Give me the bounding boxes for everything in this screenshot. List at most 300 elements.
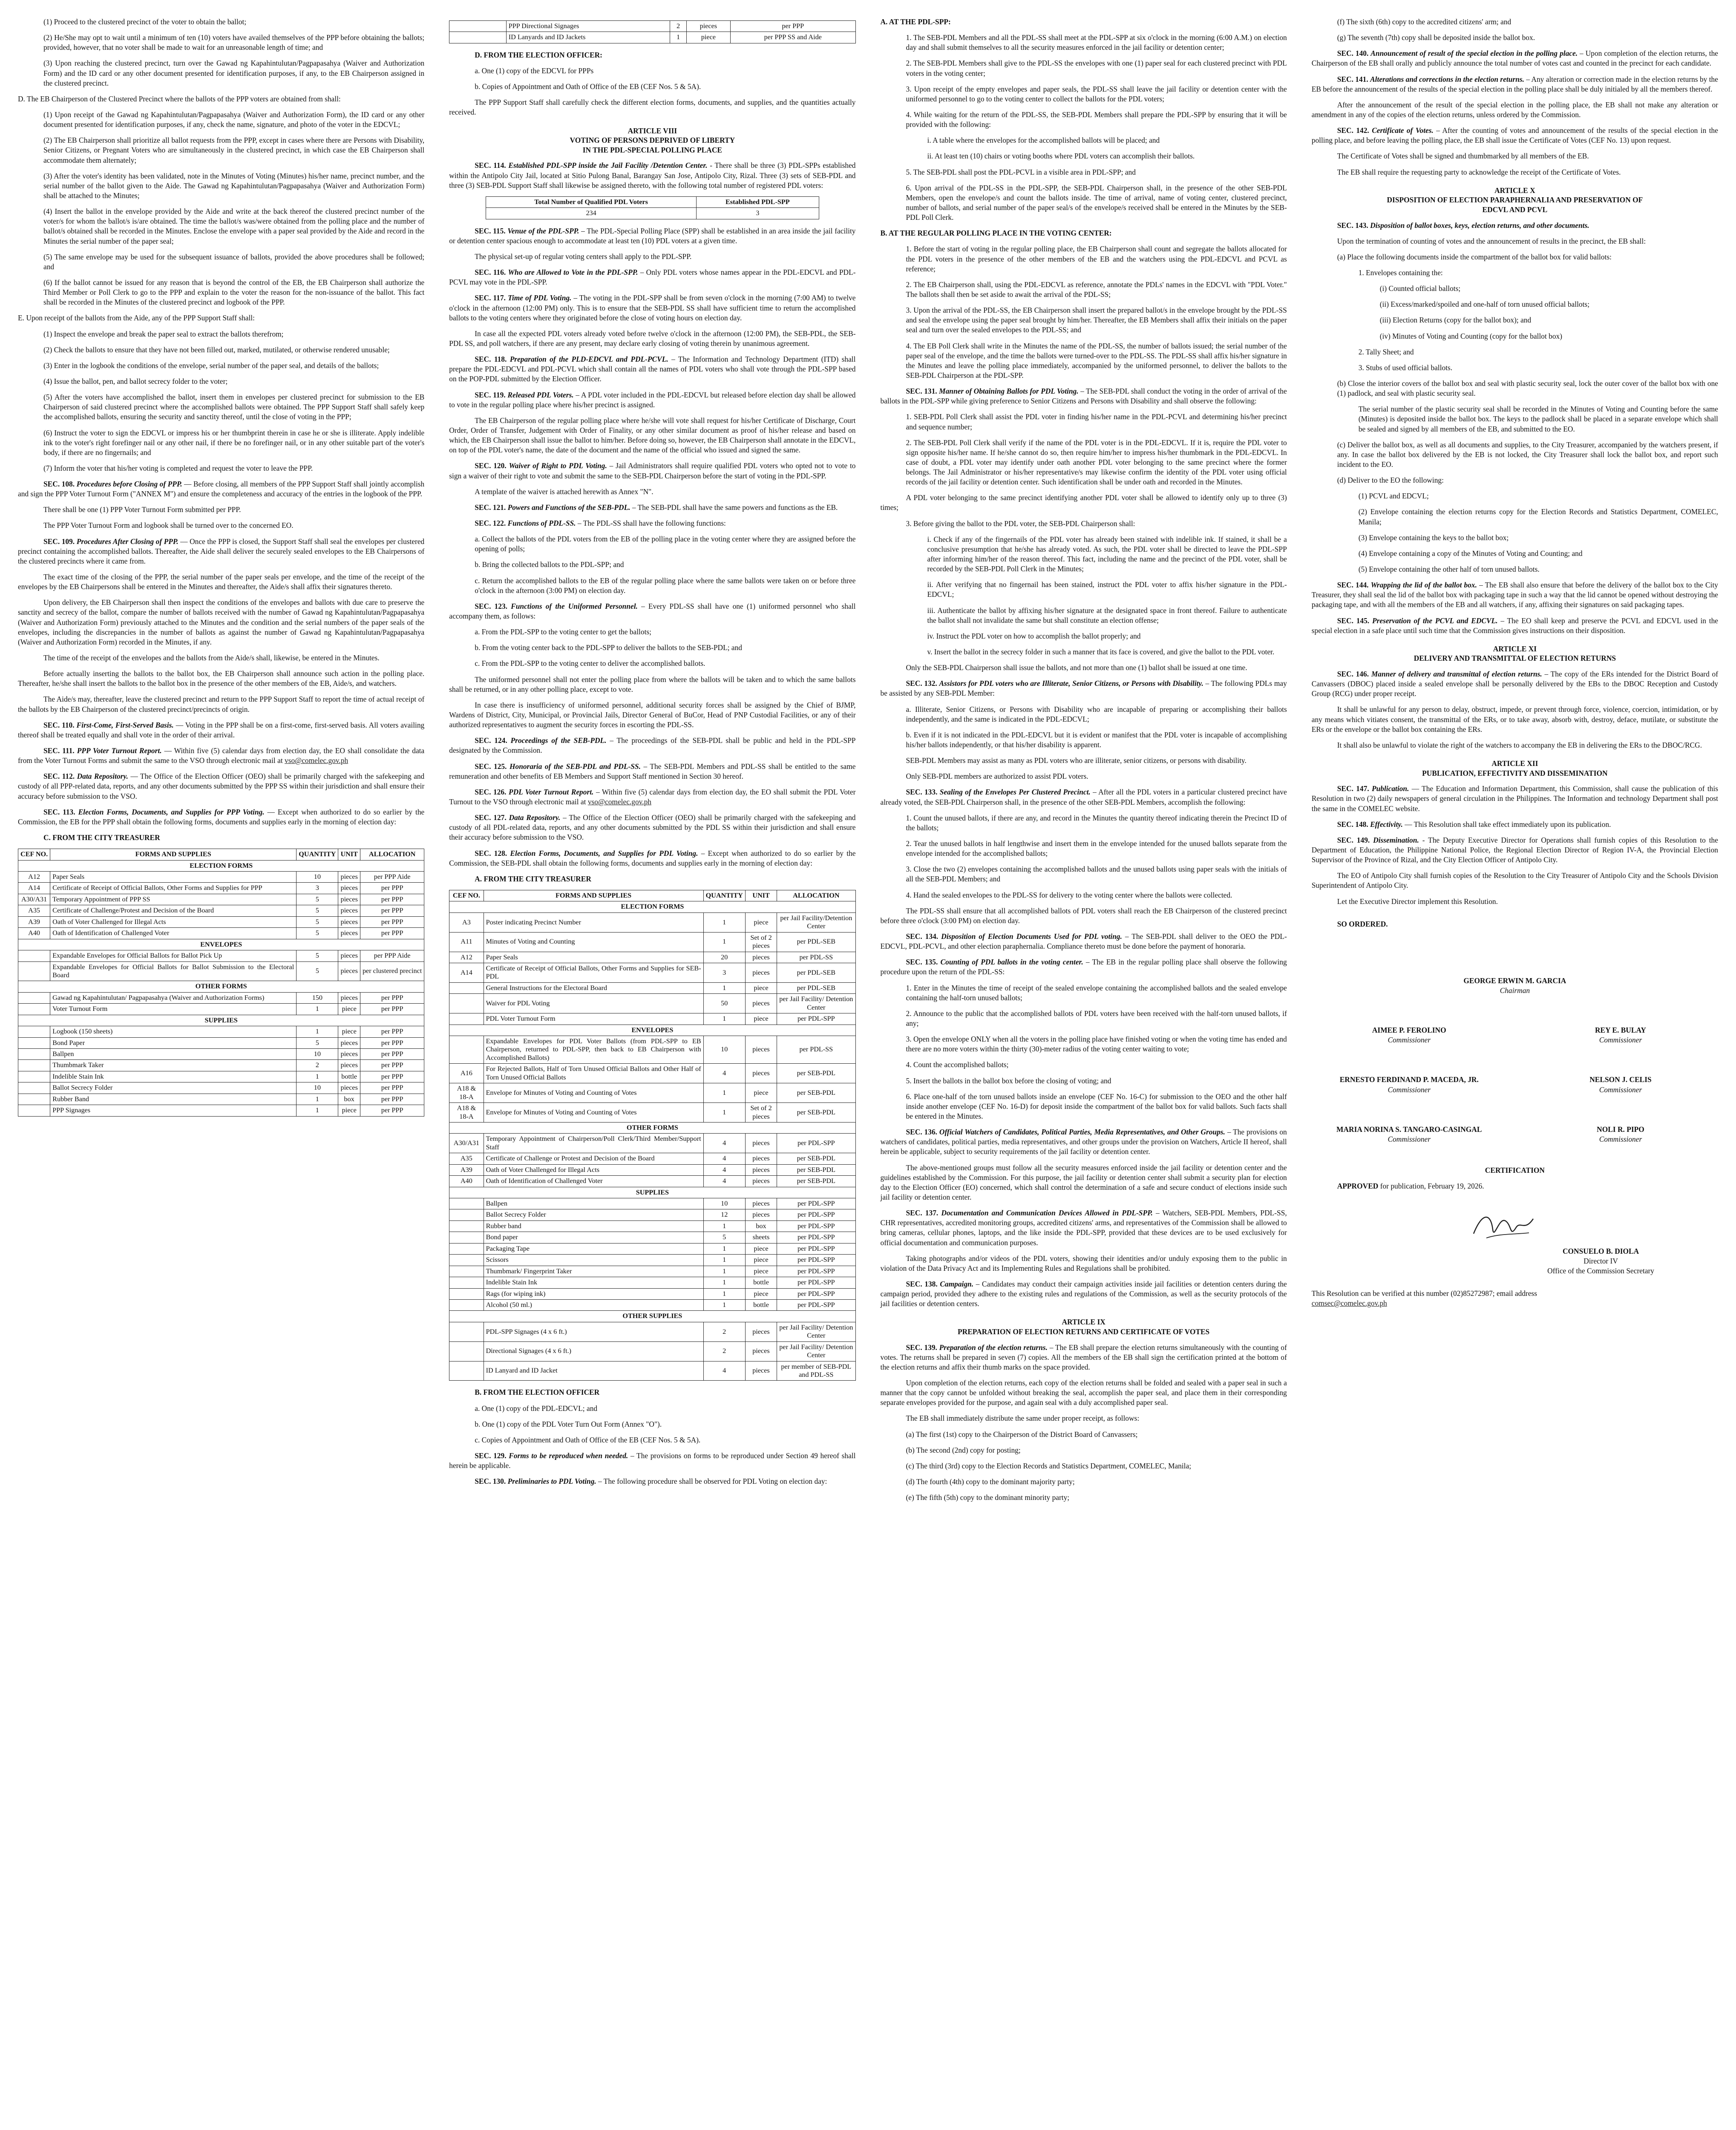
table-cell: 4 xyxy=(703,1153,745,1164)
list-item: (i) Counted official ballots; xyxy=(1379,284,1461,293)
list-item: (4) Insert the ballot in the envelope provided by the Aide and write at the back thereof the clustered precinct number of the voter/s for whom the ballot/s is/are obtained. The time the ballot/s was/were obtained from the polling place and the number of ballot/s obtained shall be recorded in the Minutes. Enclose the envelope with a paper seal provided by the Aide and record in the Minutes the serial number of the paper seal; xyxy=(43,207,425,245)
list-item: (3) After the voter's identity has been validated, note in the Minutes of Voting (Minutes) his/her name, precinct number, and the serial number of the ballot given to the Aide. The Gawad ng Kapahintulutan/Pagpapasahya (Waiver and Authorization Form) shall be attached to the Minutes; xyxy=(43,171,425,200)
table-cell: piece xyxy=(745,1266,777,1277)
table-cell: A3 xyxy=(449,912,484,932)
list-item: 3. Open the envelope ONLY when all the voters in the polling place have finished voting or when the voting time has ended and there are no more voters within the thirty (30)-meter radius of the voting center waiting to vote; xyxy=(906,1035,1287,1053)
table-cell: per PDL-SPP xyxy=(777,1255,855,1266)
sec109: SEC. 109. Procedures After Closing of PPP. — Once the PPP is closed, the Support Staff shall seal the envelopes per clustered precinct containing the accomplished ballots. Thereafter, the Aide shall deliver the securely sealed envelopes to the EB Chairpersons of the clustered precincts where it came from. xyxy=(18,537,425,565)
table-cell: piece xyxy=(338,1004,360,1015)
table-cell: pieces xyxy=(745,1322,777,1341)
sec143-a: (a) Place the following documents inside the compartment of the ballot box for valid ballots: xyxy=(1337,252,1612,261)
table-cell: pieces xyxy=(338,894,360,905)
sec111: SEC. 111. PPP Voter Turnout Report. — Within five (5) calendar days from election day, the EO shall consolidate the data from the Voter Turnout Forms and submit the same to the VSO through electronic mail at vso@comelec.gov.ph xyxy=(18,746,425,765)
table-cell: 10 xyxy=(703,1036,745,1064)
table-cell: Paper Seals xyxy=(50,872,297,883)
sec145: SEC. 145. Preservation of the PCVL and EDCVL. – The EO shall keep and preserve the PCVL and EDCVL used in the special election in a safe place until such time that the Commission gives instructions on their disposition. xyxy=(1311,616,1718,635)
table-cell: Alcohol (50 ml.) xyxy=(484,1299,703,1310)
table-cell: per PDL-SEB xyxy=(777,982,855,993)
table-cell: Ballpen xyxy=(50,1049,297,1060)
table-cell: 5 xyxy=(297,905,338,916)
table-row xyxy=(18,1026,424,1037)
table-cell: pieces xyxy=(338,928,360,939)
commissioner-name: NOLI R. PIPO xyxy=(1597,1125,1644,1134)
table-cell: Rubber band xyxy=(484,1220,703,1232)
vso-email-link[interactable]: vso@comelec.gov.ph xyxy=(587,797,651,806)
pdl-table-cell-voters: 234 xyxy=(486,208,697,219)
article-10-heading: ARTICLE X DISPOSITION OF ELECTION PARAPHERNALIA AND PRESERVATION OF EDCVL AND PCVL xyxy=(1387,186,1643,214)
table-cell xyxy=(449,1288,484,1299)
sec142: SEC. 142. Certificate of Votes. – After the counting of votes and announcement of the results of the special election in the polling place, and before leaving the polling place, the EB shall issue the Certificate of Votes (CEF No. 13) upon request. xyxy=(1311,126,1718,145)
table-row xyxy=(18,872,424,883)
sec142-p3: The EB shall require the requesting party to acknowledge the receipt of the Certificate of Votes. xyxy=(1337,167,1621,176)
table-group-row xyxy=(449,901,855,912)
list-item: 4. While waiting for the return of the PDL-SS, the SEB-PDL Members shall prepare the PDL-SPP by ensuring that it will be provided with the following: xyxy=(906,110,1287,129)
sec137: SEC. 137. Documentation and Communication Devices Allowed in PDL-SPP. – Watchers, SEB-PDL Members, PDL-SS, CHR representatives, accredited monitoring groups, accredited citizens' arms, and representatives of the Commission shall be allowed to bring cameras, cellular phones, laptops, and the like inside the PDL-SPP, provided that these devices are to be used exclusively for official documentation and communication purposes. xyxy=(880,1209,1287,1247)
sec131-p4: Only the SEB-PDL Chairperson shall issue the ballots, and not more than one (1) ballot shall be issued at one time. xyxy=(906,663,1247,672)
sec120-p2: A template of the waiver is attached herewith as Annex "N". xyxy=(475,487,654,496)
table-row xyxy=(449,1361,855,1381)
table-group-title: ELECTION FORMS xyxy=(18,860,424,871)
list-item: 2. Tear the unused ballots in half lengthwise and insert them in the envelope intended for the unused ballots separate from the envelope intended for the accomplished ballots; xyxy=(906,839,1287,858)
table-cell: Indelible Stain Ink xyxy=(50,1071,297,1082)
commissioner-role: Commissioner xyxy=(1599,1036,1642,1045)
table-cell: A12 xyxy=(18,872,50,883)
table-cell: per PDL-SEB xyxy=(777,963,855,982)
table-cell: Rags (for wiping ink) xyxy=(484,1288,703,1299)
list-item: ii. After verifying that no fingernail has been stained, instruct the PDL voter to affix his/her signature in the PDL-EDCVL; xyxy=(927,580,1287,599)
sec119: SEC. 119. Released PDL Voters. – A PDL voter included in the PDL-EDCVL but released before election day shall be allowed to vote in the regular polling place where his/her precinct is assigned. xyxy=(449,390,856,409)
table-cell xyxy=(449,32,506,43)
table-cell: per SEB-PDL xyxy=(777,1176,855,1187)
table-cell: A18 & 18-A xyxy=(449,1103,484,1123)
table-cell: pieces xyxy=(338,916,360,927)
table-cell: 4 xyxy=(703,1361,745,1381)
table-row xyxy=(449,1243,855,1254)
table-cell: 5 xyxy=(297,894,338,905)
sec113: SEC. 113. Election Forms, Documents, and Supplies for PPP Voting. — Except when authorized to do so earlier by the Commission, the EB for the PPP shall obtain the following forms, documents and supplies early in the morning of election day: xyxy=(18,807,425,826)
table-cell: Directional Signages (4 x 6 ft.) xyxy=(484,1341,703,1361)
table-group-row xyxy=(449,1122,855,1133)
col1-top-items xyxy=(18,17,424,88)
section-d-heading: D. FROM THE ELECTION OFFICER: xyxy=(475,50,602,59)
section-b-heading: B. FROM THE ELECTION OFFICER xyxy=(475,1388,600,1397)
table-cell: 1 xyxy=(703,1103,745,1123)
table-row xyxy=(449,32,855,43)
sec143: SEC. 143. Disposition of ballot boxes, keys, election returns, and other documents. xyxy=(1337,221,1589,230)
table-cell: Thumbmark Taker xyxy=(50,1060,297,1071)
table-cell: 3 xyxy=(703,963,745,982)
table-cell: piece xyxy=(745,1243,777,1254)
sec148: SEC. 148. Effectivity. — This Resolution shall take effect immediately upon its publication. xyxy=(1337,820,1611,829)
section-b-heading: B. AT THE REGULAR POLLING PLACE IN THE VOTING CENTER: xyxy=(880,229,1112,238)
table-group-title: ENVELOPES xyxy=(449,1025,855,1036)
table-cell: per PPP xyxy=(360,916,424,927)
sec149-p3: Let the Executive Director implement this Resolution. xyxy=(1337,897,1498,906)
list-item: 5. The SEB-PDL shall post the PDL-PCVL in a visible area in PDL-SPP; and xyxy=(906,167,1136,176)
table-cell: 10 xyxy=(297,1082,338,1094)
table-cell xyxy=(449,1209,484,1220)
vso-email-link[interactable]: vso@comelec.gov.ph xyxy=(285,756,348,765)
table-cell: 1 xyxy=(703,1255,745,1266)
verification-note: This Resolution can be verified at this number (02)85272987; email address comsec@comelec.gov.ph xyxy=(1311,1289,1537,1308)
table-cell: 5 xyxy=(703,1232,745,1243)
table-cell xyxy=(18,1004,50,1015)
table-row xyxy=(449,1220,855,1232)
table-header-row xyxy=(18,849,424,860)
sec146: SEC. 146. Manner of delivery and transmittal of election returns. – The copy of the ERs intended for the District Board of Canvassers (DBOC) placed inside a sealed envelope shall be personally delivered by the EBs to the DBOC Reception and Custody Group (RCG) under proper receipt. xyxy=(1311,670,1718,698)
table-cell: 4 xyxy=(703,1064,745,1083)
table-cell: pieces xyxy=(338,1049,360,1060)
list-item: 1. Before the start of voting in the regular polling place, the EB Chairperson shall count and segregate the ballots allocated for the PDL voters in the presence of the other members of the EB and the watchers using the PDL-EDCVL and PCVL as reference; xyxy=(906,245,1287,273)
section-d-lead: D. The EB Chairperson of the Clustered Precinct where the ballots of the PPP voters are obtained from shall: xyxy=(18,94,341,103)
list-item: (a) The first (1st) copy to the Chairperson of the District Board of Canvassers; xyxy=(906,1430,1138,1439)
table-cell xyxy=(449,982,484,993)
table-row xyxy=(449,1255,855,1266)
table-group-title: SUPPLIES xyxy=(18,1015,424,1026)
commissioner-role: Commissioner xyxy=(1388,1085,1431,1094)
list-item: (1) Proceed to the clustered precinct of the voter to obtain the ballot; xyxy=(43,17,247,26)
table-cell: pieces xyxy=(338,950,360,961)
table-cell: A30/A31 xyxy=(18,894,50,905)
table-cell xyxy=(449,1220,484,1232)
table-cell: per SEB-PDL xyxy=(777,1103,855,1123)
table-row xyxy=(449,1209,855,1220)
sec149: SEC. 149. Dissemination. - The Deputy Executive Director for Operations shall furnish copies of this Resolution to the Department of Education, the Philippine National Police, the Regional Election Director of Region IV-A, the Provincial Election Supervisor of the Province of Rizal, and the City Election Officer of Antipolo City. xyxy=(1311,835,1718,864)
list-item: b. Even if it is not indicated in the PDL-EDCVL but it is evident or manifest that the PDL voter is incapable of accomplishing his/her ballots independently, or that his/her disability is apparent. xyxy=(906,730,1287,749)
table-cell: Thumbmark/ Fingerprint Taker xyxy=(484,1266,703,1277)
sec126: SEC. 126. PDL Voter Turnout Report. – Within five (5) calendar days from election day, the EO shall submit the PDL Voter Turnout to the VSO through electronic mail at vso@comelec.gov.ph xyxy=(449,787,856,806)
sec136: SEC. 136. Official Watchers of Candidates, Political Parties, Media Representatives, and Other Groups. – The provisions on watchers of candidates, political parties, media representatives, and other groups under the provision on Watchers, Article II hereof, shall herein be applicable, subject to security requirements of the jail facility or detention center. xyxy=(880,1128,1287,1156)
sec121: SEC. 121. Powers and Functions of the SEB-PDL. – The SEB-PDL shall have the same powers and functions as the EB. xyxy=(475,503,838,512)
sec141-p2: After the announcement of the result of the special election in the polling place, the EB shall not make any alteration or amendment in any of the copies of the election returns, unless ordered by the Commission. xyxy=(1311,100,1718,119)
list-item: 1. SEB-PDL Poll Clerk shall assist the PDL voter in finding his/her name in the PDL-PCVL and determining his/her precinct and sequence number; xyxy=(906,412,1287,431)
list-item: 3. Close the two (2) envelopes containing the accomplished ballots and the unused ballots using paper seals with the initials of all the SEB-PDL Members; and xyxy=(906,865,1287,884)
table-cell: A30/A31 xyxy=(449,1134,484,1153)
commissioner-name: ERNESTO FERDINAND P. MACEDA, JR. xyxy=(1339,1075,1479,1084)
column-3 xyxy=(881,17,1287,2130)
sec131-roman-items xyxy=(881,535,1287,657)
table-cell: 1 xyxy=(703,932,745,952)
list-item: (2) He/She may opt to wait until a minimum of ten (10) voters have availed themselves of the PPP before obtaining the ballots; provided, however, that no voter shall be made to wait for an unreasonable length of time; and xyxy=(43,33,425,52)
list-item: (1) PCVL and EDCVL; xyxy=(1358,492,1429,501)
table-cell: A14 xyxy=(18,883,50,894)
table-cell: Envelope for Minutes of Voting and Counting of Votes xyxy=(484,1083,703,1103)
list-item: (1) Inspect the envelope and break the paper seal to extract the ballots therefrom; xyxy=(43,329,284,338)
sec132-p2: SEB-PDL Members may assist as many as PDL voters who are illiterate, senior citizens, or persons with disability. xyxy=(906,756,1247,765)
table-row xyxy=(449,1176,855,1187)
sec122: SEC. 122. Functions of PDL-SS. – The PDL-SS shall have the following functions: xyxy=(475,518,726,527)
table-header-cell: FORMS AND SUPPLIES xyxy=(484,890,703,901)
sec149-p2: The EO of Antipolo City shall furnish copies of the Resolution to the City Treasurer of Antipolo City and the Schools Division Superintendent of Antipolo City. xyxy=(1311,871,1718,890)
table-cell: Oath of Voter Challenged for Illegal Acts xyxy=(484,1164,703,1175)
table-header-cell: QUANTITY xyxy=(703,890,745,901)
sec123-p2: The uniformed personnel shall not enter the polling place from where the ballots will be taken and to which the same ballots shall be returned, or in any other polling place, except to vote. xyxy=(449,675,856,694)
table-row xyxy=(449,21,855,32)
table-cell: per PPP xyxy=(360,894,424,905)
column-2 xyxy=(449,17,855,2130)
sec137-p2: Taking photographs and/or videos of the PDL voters, showing their identities and/or unduly exposing them to the public in violation of the Data Privacy Act and its Implementing Rules and Regulations shall be prohibited. xyxy=(880,1254,1287,1272)
table-cell: A40 xyxy=(449,1176,484,1187)
table-row xyxy=(449,1341,855,1361)
sec122-items xyxy=(449,534,855,596)
list-item: 6. Place one-half of the torn unused ballots inside an envelope (CEF No. 16-C) for submission to the OEO and the other half inside another envelope (CEF No. 16-D) for deposit inside the compartment of the ballot box for valid ballots. Such facts shall be entered in the Minutes. xyxy=(906,1092,1287,1120)
table-cell: Voter Turnout Form xyxy=(50,1004,297,1015)
table-row xyxy=(18,894,424,905)
sec132-items xyxy=(881,705,1287,750)
table-cell: 50 xyxy=(703,994,745,1013)
table-group-row xyxy=(18,981,424,992)
table-row xyxy=(449,1064,855,1083)
sec109-p3: Upon delivery, the EB Chairperson shall then inspect the conditions of the envelopes and ballots with due care to preserve the sanctity and secrecy of the ballot, compare the number of ballots received with the number of Gawad ng Kapahintulutan/Pagpapasahya (Waiver and Authorization Form) previously attached to the Minutes and the condition and the serial numbers of the paper seals of the envelopes, including the discrepancies in the number of ballots as against the number of Gawad ng Kapahintulutan/Pagpapasahya (Waiver and Authorization Form) recorded in the Minutes, if any. xyxy=(18,598,425,646)
table-cell: bottle xyxy=(338,1071,360,1082)
table-cell: per PDL-SPP xyxy=(777,1134,855,1153)
sec135: SEC. 135. Counting of PDL ballots in the voting center. – The EB in the regular polling place shall observe the following procedure upon the return of the PDL-SS: xyxy=(880,958,1287,976)
table-row xyxy=(18,905,424,916)
table-cell: pieces xyxy=(745,1341,777,1361)
list-item: iii. Authenticate the ballot by affixing his/her signature at the designated space in front thereof. Failure to authenticate the ballot shall not invalidate the same but shall constitute an election offense; xyxy=(927,606,1287,625)
table-cell: A40 xyxy=(18,928,50,939)
table-row xyxy=(449,1198,855,1209)
sec108: SEC. 108. Procedures before Closing of PPP. — Before closing, all members of the PPP Support Staff shall jointly accomplish and sign the PPP Voter Turnout Form ("ANNEX M") and ensure the completeness and accuracy of the entries in the logbook of the PPP. xyxy=(18,480,425,498)
table-cell: Logbook (150 sheets) xyxy=(50,1026,297,1037)
sec127: SEC. 127. Data Repository. – The Office of the Election Officer (OEO) shall be primarily charged with the safekeeping and custody of all PDL-related data, reports, and any other documents submitted by the PDL SS within their jurisdiction and shall ensure their accuracy before submission to the VSO. xyxy=(449,813,856,842)
list-item: (2) The EB Chairperson shall prioritize all ballot requests from the PPP, except in cases where there are Persons with Disability, Senior Citizens, or Pregnant Voters who are simultaneously in the clustered precinct, in which case the EB Chairperson shall accommodate them alternately; xyxy=(43,136,425,164)
table-row xyxy=(449,1232,855,1243)
sec129: SEC. 129. Forms to be reproduced when needed. – The provisions on forms to be reproduced under Section 49 hereof shall herein be applicable. xyxy=(449,1451,856,1470)
table-cell: per PPP xyxy=(360,1071,424,1082)
pdl-voters-table xyxy=(486,196,819,219)
table-row xyxy=(18,1049,424,1060)
table-cell: Ballot Secrecy Folder xyxy=(484,1209,703,1220)
pdl-table-header-spp: Established PDL-SPP xyxy=(697,196,819,207)
table-cell: Expandable Envelopes for Official Ballots for Ballot Pick Up xyxy=(50,950,297,961)
table-cell: 5 xyxy=(297,961,338,981)
table-row xyxy=(449,1164,855,1175)
table-cell: Certificate of Challenge/Protest and Decision of the Board xyxy=(50,905,297,916)
table-cell: Paper Seals xyxy=(484,952,703,963)
table-row xyxy=(449,1013,855,1025)
list-item: a. Illiterate, Senior Citizens, or Persons with Disability who are incapable of preparing or accomplishing their ballots independently, and the same is indicated in the PDL-EDCVL; xyxy=(906,705,1287,723)
table-cell: per PPP Aide xyxy=(360,950,424,961)
table-cell: per PPP xyxy=(360,1060,424,1071)
table-cell: Minutes of Voting and Counting xyxy=(484,932,703,952)
sec117: SEC. 117. Time of PDL Voting. – The voting in the PDL-SPP shall be from seven o'clock in the morning (7:00 AM) to twelve o'clock in the afternoon (12:00 PM) only. This is to ensure that the SEB-PDL SS shall have sufficient time to return the accomplished ballots to the voting centers where they originated before the close of voting hours on election day. xyxy=(449,294,856,322)
list-item: (5) Envelope containing the other half of torn unused ballots. xyxy=(1358,564,1540,573)
table-cell: Rubber Band xyxy=(50,1094,297,1105)
list-item: i. Check if any of the fingernails of the PDL voter has already been stained with indelible ink. If stained, it shall be a conclusive presumption that he/she has already voted. As such, the PDL voter shall be directed to leave the PDL-SPP after informing him/her of the reason thereof. This fact, including the name and the precinct of the PDL voter, shall be recorded by the SEB-PDL Poll Clerk in the Minutes; xyxy=(927,535,1287,573)
table-cell: per PDL-SPP xyxy=(777,1220,855,1232)
sec114: SEC. 114. Established PDL-SPP inside the Jail Facility /Detention Center. - There shall be three (3) PDL-SPPs established within the Antipolo City Jail, located at Sitio Pulong Banal, Barangay San Jose, Antipolo City, Rizal. Three (3) sets of SEB-PDL and three (3) SEB-PDL Support Staff shall likewise be assigned thereto, with the following total number of registered PDL voters: xyxy=(449,161,856,190)
table-cell: per PPP Aide xyxy=(360,872,424,883)
sec123: SEC. 123. Functions of the Uniformed Personnel. – Every PDL-SS shall have one (1) uniformed personnel who shall accompany them, as follows: xyxy=(449,602,856,620)
table-cell: per PDL-SPP xyxy=(777,1013,855,1025)
table-cell: 5 xyxy=(297,950,338,961)
table-row xyxy=(449,1134,855,1153)
sec143-p1: Upon the termination of counting of votes and the announcement of results in the precinct, the EB shall: xyxy=(1337,236,1646,245)
list-item: 1. Count the unused ballots, if there are any, and record in the Minutes the quantity thereof indicating therein the Precinct ID of the ballots; xyxy=(906,813,1287,832)
list-item: (c) The third (3rd) copy to the Election Records and Statistics Department, COMELEC, Manila; xyxy=(906,1461,1192,1470)
table-cell: Poster indicating Precinct Number xyxy=(484,912,703,932)
sec131-p3: 3. Before giving the ballot to the PDL voter, the SEB-PDL Chairperson shall: xyxy=(906,519,1135,528)
sec128: SEC. 128. Election Forms, Documents, and Supplies for PDL Voting. – Except when authorized to do so earlier by the Commission, the SEB-PDL shall obtain the following forms, documents and supplies early in the morning of election day: xyxy=(449,849,856,867)
list-item: 2. The SEB-PDL Members shall give to the PDL-SS the envelopes with one (1) paper seal for each clustered precinct with PDL voters in the voting center; xyxy=(906,59,1287,78)
column-4 xyxy=(1312,17,1718,2130)
col4-top-items xyxy=(1312,17,1718,43)
list-item: (6) Instruct the voter to sign the EDCVL or impress his or her thumbprint therein in case he or she is illiterate. Apply indelible ink to the voter's right forefinger nail or any other nail, if there be no forefinger nail, or in any other suitable part of the voter's body, if there are no fingernails; and xyxy=(43,428,425,457)
commissioner-role: Commissioner xyxy=(1599,1085,1642,1094)
table-cell: 5 xyxy=(297,1037,338,1048)
table-cell xyxy=(449,1341,484,1361)
section-a-heading: A. AT THE PDL-SPP: xyxy=(880,17,951,26)
table-cell: box xyxy=(338,1094,360,1105)
sec134: SEC. 134. Disposition of Election Documents Used for PDL voting. – The SEB-PDL shall deliver to the OEO the PDL-EDCVL, PDL-PCVL, and other election paraphernalia. Compliance thereto must be done before the payment of honoraria. xyxy=(880,932,1287,951)
table-cell: 20 xyxy=(703,952,745,963)
list-item: (1) Upon receipt of the Gawad ng Kapahintulutan/Pagpapasahya (Waiver and Authorization Form), the ID card or any other document presented for identification purposes, if any, check the name, signature, and photo of the voter in the EDCVL; xyxy=(43,110,425,129)
table-cell xyxy=(18,1071,50,1082)
table-row xyxy=(18,950,424,961)
certification-title: CERTIFICATION xyxy=(1485,1166,1545,1174)
section-d-items xyxy=(449,66,855,92)
table-cell xyxy=(18,1094,50,1105)
table-cell: A35 xyxy=(449,1153,484,1164)
sec141: SEC. 141. Alterations and corrections in the election returns. – Any alteration or correction made in the election returns by the EB before the announcement of the results of the special election in the polling place shall be duly initialed by all the members thereof. xyxy=(1311,75,1718,93)
table-cell: per member of SEB-PDL and PDL-SS xyxy=(777,1361,855,1381)
table-cell: PDL Voter Turnout Form xyxy=(484,1013,703,1025)
table-cell xyxy=(18,992,50,1003)
table-group-title: SUPPLIES xyxy=(449,1187,855,1198)
table-cell: piece xyxy=(745,1083,777,1103)
table-cell: 1 xyxy=(670,32,686,43)
table-cell: per PDL-SPP xyxy=(777,1198,855,1209)
table-cell: pieces xyxy=(745,1036,777,1064)
table-cell: piece xyxy=(686,32,730,43)
column-1 xyxy=(18,17,424,2130)
table-row xyxy=(18,1094,424,1105)
list-item: (3) Upon reaching the clustered precinct, turn over the Gawad ng Kapahintulutan/Pagpapasahya (Waiver and Authorization Form) and the ID card or any other document presented for identification purposes, if any, to the EB Chairperson assigned in the clustered precinct. xyxy=(43,59,425,87)
table-cell: Indelible Stain Ink xyxy=(484,1277,703,1288)
sec112: SEC. 112. Data Repository. — The Office of the Election Officer (OEO) shall be primarily charged with the safekeeping and custody of all PPP-related data, reports, and any other documents submitted by the PPP SS within their jurisdiction and shall ensure their accuracy before submission to the VSO. xyxy=(18,772,425,800)
table-cell: 4 xyxy=(703,1164,745,1175)
table-header-cell: UNIT xyxy=(745,890,777,901)
list-item: (g) The seventh (7th) copy shall be deposited inside the ballot box. xyxy=(1337,33,1535,42)
list-item: ii. At least ten (10) chairs or voting booths where PDL voters can accomplish their ballots. xyxy=(927,152,1195,161)
table-cell: 10 xyxy=(297,872,338,883)
table-row xyxy=(449,932,855,952)
table-group-row xyxy=(18,1015,424,1026)
list-item: (3) Envelope containing the keys to the ballot box; xyxy=(1358,533,1509,542)
table-cell: per SEB-PDL xyxy=(777,1064,855,1083)
list-item: 4. Count the accomplished ballots; xyxy=(906,1060,1009,1069)
table-cell: per PPP xyxy=(731,21,855,32)
table-row xyxy=(18,992,424,1003)
table-cell: 1 xyxy=(703,1288,745,1299)
table-row xyxy=(449,1277,855,1288)
table-cell: per clustered precinct xyxy=(360,961,424,981)
col2-table-heading: A. FROM THE CITY TREASURER xyxy=(475,874,591,883)
section-d-para: The PPP Support Staff shall carefully check the different election forms, documents, and supplies, and the quantities actually received. xyxy=(449,98,856,117)
list-item: (2) Envelope containing the election returns copy for the Election Records and Statistics Department, COMELEC, Manila; xyxy=(1358,507,1718,526)
table-cell xyxy=(449,1255,484,1266)
table-cell: per PPP xyxy=(360,1094,424,1105)
list-item: 1. The SEB-PDL Members and all the PDL-SS shall meet at the PDL-SPP at six o'clock in the morning (6:00 A.M.) on election day and shall submit themselves to all the security measures enforced in the jail facility or detention center; xyxy=(906,33,1287,52)
table-cell: Temporary Appointment of PPP SS xyxy=(50,894,297,905)
table-cell: Envelope for Minutes of Voting and Counting of Votes xyxy=(484,1103,703,1123)
table-cell: Gawad ng Kapahintulutan/ Pagpapasahya (Waiver and Authorization Forms) xyxy=(50,992,297,1003)
list-item: 4. The EB Poll Clerk shall write in the Minutes the name of the PDL-SS, the number of ballots issued; the serial number of the paper seal of the envelope, and the time the ballots were turned-over to the PDL-SS. The PDL-SS shall affix his/her signature in the Minutes and leave the polling place immediately, accompanied by the uniformed personnel, to deliver the ballots to the SEB-PDL Chairperson at the PDL-SPP. xyxy=(906,341,1287,380)
commissioner-name: REY E. BULAY xyxy=(1595,1026,1646,1035)
table-cell: 4 xyxy=(703,1134,745,1153)
table-cell: pieces xyxy=(745,1134,777,1153)
table-cell xyxy=(449,1036,484,1064)
list-item: 6. Upon arrival of the PDL-SS in the PDL-SPP, the SEB-PDL Chairperson shall, in the presence of the other SEB-PDL Members, open the envelope/s and count the ballots inside. The time of arrival, name of voting center, clustered precinct, number of ballots, and serial number of the paper seal/s of the envelope/s received shall be entered in the Minutes by the SEB-PDL Poll Clerk. xyxy=(906,183,1287,222)
table-cell xyxy=(449,1243,484,1254)
commissioner-role: Commissioner xyxy=(1388,1134,1431,1143)
table-group-title: ENVELOPES xyxy=(18,939,424,950)
list-item: (iv) Minutes of Voting and Counting (copy for the ballot box) xyxy=(1379,331,1563,340)
list-item: c. Return the accomplished ballots to the EB of the regular polling place where the same ballots were taken on or before three o'clock in the afternoon (3:00 PM) on election day. xyxy=(475,576,856,595)
list-item: (5) The same envelope may be used for the subsequent issuance of ballots, provided the above procedures shall be followed; and xyxy=(43,252,425,271)
table-header-cell: ALLOCATION xyxy=(360,849,424,860)
table-cell: per PDL-SPP xyxy=(777,1232,855,1243)
section-a4-subitems xyxy=(881,135,1287,161)
sec131: SEC. 131. Manner of Obtaining Ballots for PDL Voting. – The SEB-PDL shall conduct the voting in the order of arrival of the ballots in the PDL-SPP while giving preference to Senior Citizens and Persons with Disability and shall observe the following: xyxy=(880,387,1287,406)
section-a-items xyxy=(881,33,1287,130)
table-cell: per PDL-SPP xyxy=(777,1288,855,1299)
comsec-email-link[interactable]: comsec@comelec.gov.ph xyxy=(1311,1299,1387,1308)
table-cell: Expandable Envelopes for Official Ballots for Ballot Submission to the Electoral Board xyxy=(50,961,297,981)
list-item: b. Copies of Appointment and Oath of Office of the EB (CEF Nos. 5 & 5A). xyxy=(475,82,701,91)
table-cell: per PDL-SPP xyxy=(777,1209,855,1220)
table-cell: A39 xyxy=(18,916,50,927)
pdl-table-header-voters: Total Number of Qualified PDL Voters xyxy=(486,196,697,207)
table-group-title: OTHER SUPPLIES xyxy=(449,1311,855,1322)
list-item: (7) Inform the voter that his/her voting is completed and request the voter to leave the PPP. xyxy=(43,463,313,472)
table-row xyxy=(449,994,855,1013)
table-group-row xyxy=(449,1311,855,1322)
table-cell: per Jail Facility/ Detention Center xyxy=(777,994,855,1013)
table-cell: per PPP xyxy=(360,1026,424,1037)
sec109-p6: The Aide/s may, thereafter, leave the clustered precinct and return to the PPP Support Staff to report the time of actual receipt of the ballots by the EB Chairperson of the clustered precinct/precincts of origin. xyxy=(18,695,425,714)
list-item: (5) After the voters have accomplished the ballot, insert them in envelopes per clustered precinct for submission to the EB Chairperson of said clustered precinct where the accomplished ballots were obtained. The PPP Support Staff shall safely keep the accomplished ballots, ensuring the security and sanctity thereof, until the close of voting in the PPP; xyxy=(43,393,425,421)
table-cell xyxy=(449,1232,484,1243)
table-cell: 2 xyxy=(670,21,686,32)
sec147: SEC. 147. Publication. — The Education and Information Department, this Commission, shall cause the publication of this Resolution in two (2) daily newspapers of general circulation in the Philippines. The Information and technology Department shall post the same in the COMELEC website. xyxy=(1311,784,1718,813)
table-cell: Packaging Tape xyxy=(484,1243,703,1254)
table-cell: per PDL-SPP xyxy=(777,1299,855,1310)
table-row xyxy=(18,1060,424,1071)
table-row xyxy=(449,952,855,963)
table-cell: Oath of Voter Challenged for Illegal Acts xyxy=(50,916,297,927)
list-item: (ii) Excess/marked/spoiled and one-half of torn unused official ballots; xyxy=(1379,300,1590,309)
section-d-items xyxy=(18,110,424,307)
table-cell: per PPP xyxy=(360,1037,424,1048)
sec125: SEC. 125. Honoraria of the SEB-PDL and PDL-SS. – The SEB-PDL Members and PDL-SS shall be entitled to the same remuneration and other benefits of EB Members and Support Staff mentioned in Section 30 hereof. xyxy=(449,762,856,780)
sec143-a1-list xyxy=(1312,284,1718,341)
chairman-signature-block xyxy=(1312,976,1718,996)
table-cell: per PPP xyxy=(360,883,424,894)
sec136-p2: The above-mentioned groups must follow all the security measures enforced inside the jail facility or detention center and the guidelines established by the Commission. For this purpose, the jail facility or detention center shall submit a security plan for election day to the Election Officer (EO) concerned, which shall control the determination of a safe and secure conduct of elections inside such jail facility or detention center. xyxy=(880,1163,1287,1201)
table-cell xyxy=(449,1361,484,1381)
sec143-b2: The serial number of the plastic security seal shall be recorded in the Minutes of Voting and Counting before the same (Minutes) is deposited inside the ballot box. The keys to the padlock shall be placed in a separate envelope which shall be sealed and signed by all members of the EB, and submitted to the EO. xyxy=(1358,405,1718,433)
table-cell: PPP Directional Signages xyxy=(506,21,670,32)
table-cell: piece xyxy=(338,1105,360,1116)
list-item: (f) The sixth (6th) copy to the accredited citizens' arm; and xyxy=(1337,17,1511,26)
table-row xyxy=(449,1322,855,1341)
table-cell: Set of 2 pieces xyxy=(745,932,777,952)
sec124: SEC. 124. Proceedings of the SEB-PDL. – The proceedings of the SEB-PDL shall be public and held in the PDL-SPP designated by the Commission. xyxy=(449,736,856,755)
table-row xyxy=(18,1082,424,1094)
table-cell: per Jail Facility/Detention Center xyxy=(777,912,855,932)
